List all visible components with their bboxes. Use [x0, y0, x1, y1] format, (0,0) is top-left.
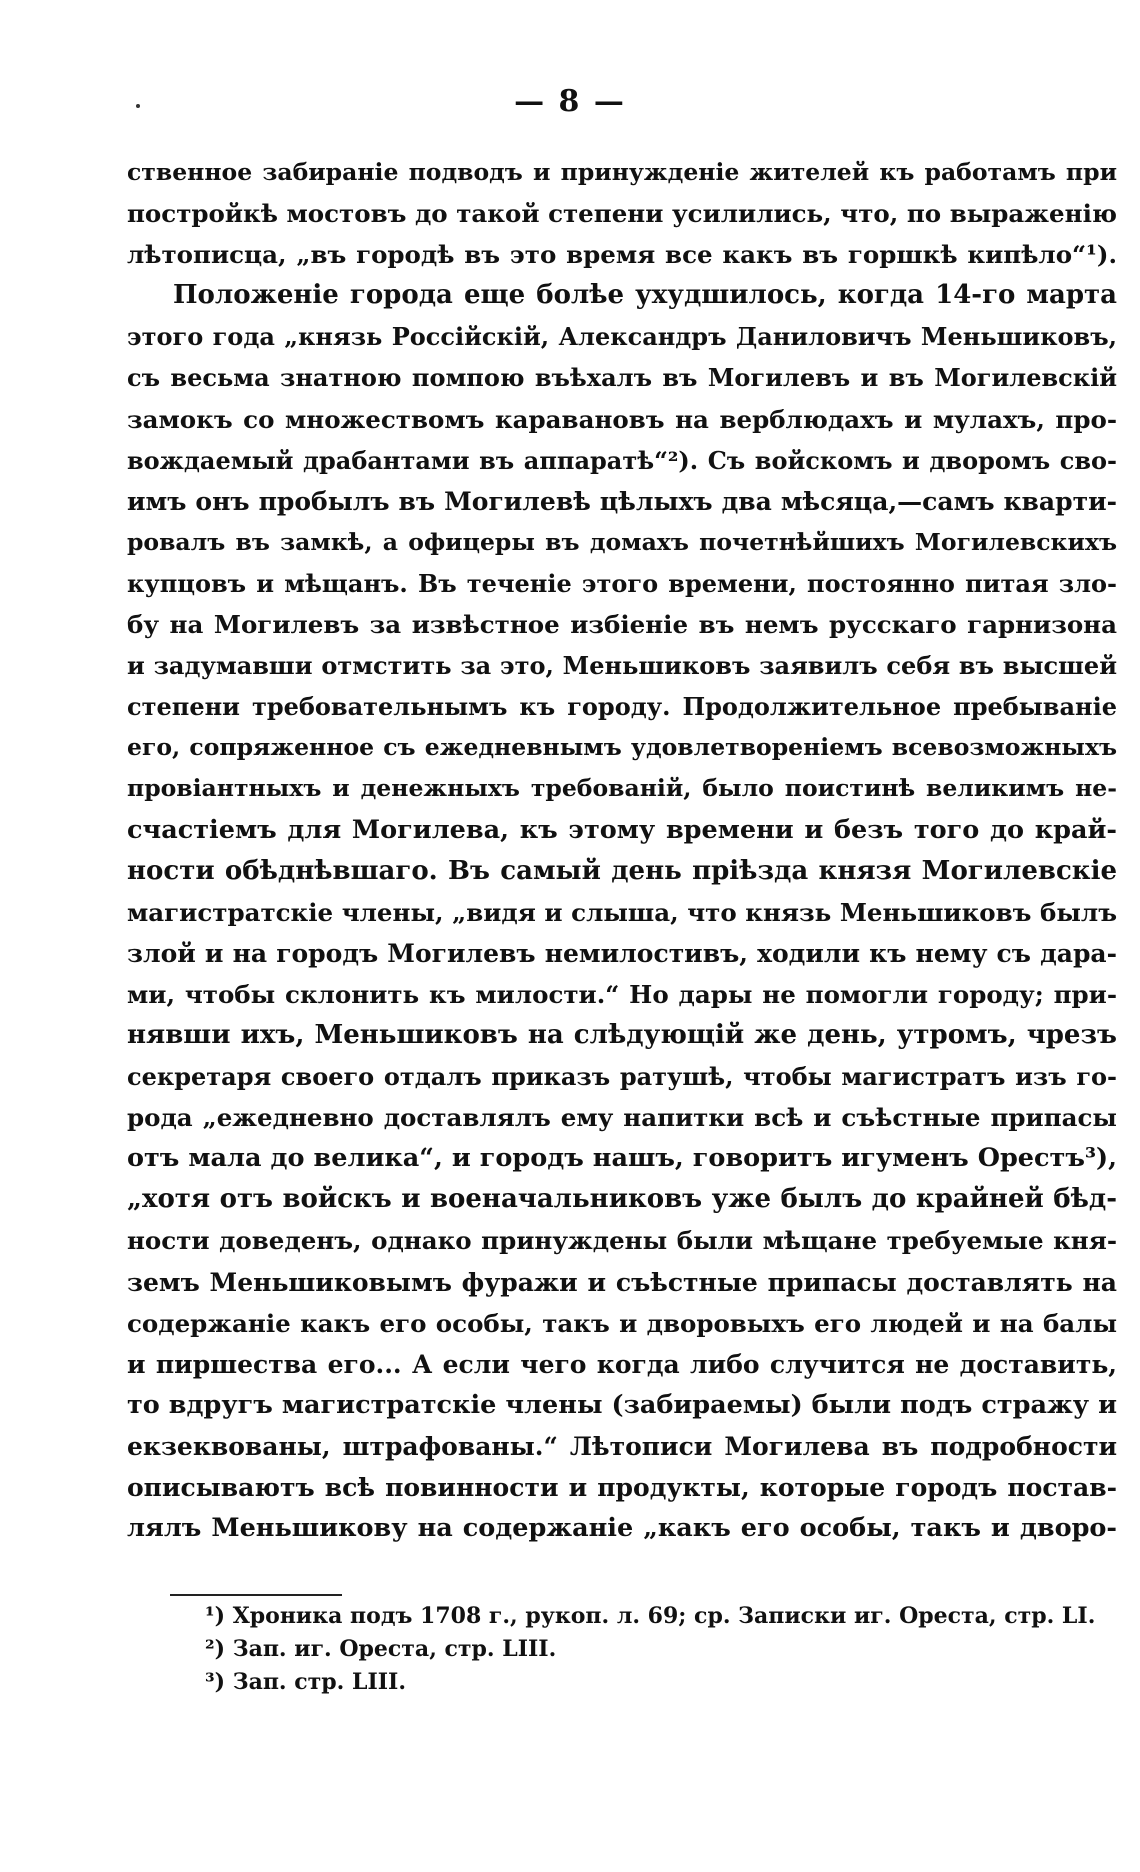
text-line: ности обѣднѣвшаго. Въ самый день пріѣзда князя Могилевскіе — [127, 855, 1117, 886]
footnote: ¹) Хроника подъ 1708 г., рукоп. л. 69; ср. Записки иг. Ореста, стр. LI. — [205, 1603, 1096, 1629]
text-line: злой и на городъ Могилевъ немилостивъ, ходили къ нему съ дара- — [127, 938, 1117, 968]
text-line: бу на Могилевъ за извѣстное избіеніе въ немъ русскаго гарнизона — [127, 610, 1117, 640]
text-line: провіантныхъ и денежныхъ требованій, было поистинѣ великимъ не- — [127, 774, 1117, 803]
text-line: съ весьма знатною помпою въѣхалъ въ Могилевъ и въ Могилевскій — [127, 363, 1117, 393]
text-line: магистратскіе члены, „видя и слыша, что князь Меньшиковъ былъ — [127, 897, 1117, 927]
text-line: купцовъ и мѣщанъ. Въ теченіе этого времени, постоянно питая зло- — [127, 568, 1117, 598]
text-line: земъ Меньшиковымъ фуражи и съѣстные припасы доставлять на — [127, 1267, 1117, 1297]
text-line: и задумавши отмстить за это, Меньшиковъ заявилъ себя въ высшей — [127, 651, 1117, 681]
text-line: отъ мала до велика“, и городъ нашъ, говоритъ игуменъ Орестъ³), — [127, 1143, 1117, 1174]
text-line: его, сопряженное съ ежедневнымъ удовлетвореніемъ всевозможныхъ — [127, 733, 1117, 762]
body-text — [127, 152, 1117, 1549]
footnote: ³) Зап. стр. LIII. — [205, 1669, 406, 1695]
footnotes — [205, 1600, 1105, 1699]
text-line: лѣтописца, „въ городѣ въ это время все какъ въ горшкѣ кипѣло“¹). — [127, 240, 1117, 270]
page-number: — 8 — — [514, 84, 626, 119]
text-line: секретаря своего отдалъ приказъ ратушѣ, чтобы магистратъ изъ го- — [127, 1062, 1117, 1092]
footnote: ²) Зап. иг. Ореста, стр. LIII. — [205, 1636, 557, 1662]
text-line: и пиршества его... А если чего когда либо случится не доставить, — [127, 1349, 1117, 1379]
text-line: постройкѣ мостовъ до такой степени усилились, что, по выраженію — [127, 199, 1117, 229]
text-line: нявши ихъ, Меньшиковъ на слѣдующій же день, утромъ, чрезъ — [127, 1019, 1117, 1050]
text-line: этого года „князь Россійскій, Александръ Даниловичъ Меньшиковъ, — [127, 322, 1117, 352]
text-line: екзеквованы, штрафованы.“ Лѣтописи Могилева въ подробности — [127, 1431, 1117, 1461]
footnote-divider — [170, 1594, 342, 1596]
text-line: степени требовательнымъ къ городу. Продолжительное пребываніе — [127, 692, 1117, 722]
text-line: ми, чтобы склонить къ милости.“ Но дары не помогли городу; при- — [127, 979, 1117, 1009]
text-line: Положеніе города еще болѣе ухудшилось, когда 14-го марта — [173, 280, 1117, 311]
text-line: ственное забираніе подводъ и принужденіе жителей къ работамъ при — [127, 158, 1117, 186]
text-line: содержаніе какъ его особы, такъ и дворовыхъ его людей и на балы — [127, 1308, 1117, 1338]
text-line: ности доведенъ, однако принуждены были мѣщане требуемые кня- — [127, 1226, 1117, 1256]
text-line: счастіемъ для Могилева, къ этому времени и безъ того до край- — [127, 814, 1117, 845]
text-line: замокъ со множествомъ каравановъ на верблюдахъ и мулахъ, про- — [127, 404, 1117, 434]
text-line: ровалъ въ замкѣ, а офицеры въ домахъ почетнѣйшихъ Могилевскихъ — [127, 527, 1117, 556]
text-line: лялъ Меньшикову на содержаніе „какъ его особы, такъ и дворо- — [127, 1513, 1117, 1544]
text-line: рода „ежедневно доставлялъ ему напитки всѣ и съѣстные припасы — [127, 1103, 1117, 1133]
text-line: имъ онъ пробылъ въ Могилевѣ цѣлыхъ два мѣсяца,—самъ кварти- — [127, 486, 1117, 516]
text-line: вождаемый драбантами въ аппаратѣ“²). Съ войскомъ и дворомъ сво- — [127, 445, 1117, 475]
text-line: „хотя отъ войскъ и военачальниковъ уже былъ до крайней бѣд- — [127, 1184, 1117, 1215]
text-line: то вдругъ магистратскіе члены (забираемы) были подъ стражу и — [127, 1389, 1117, 1420]
text-line: описываютъ всѣ повинности и продукты, которые городъ постав- — [127, 1473, 1117, 1502]
